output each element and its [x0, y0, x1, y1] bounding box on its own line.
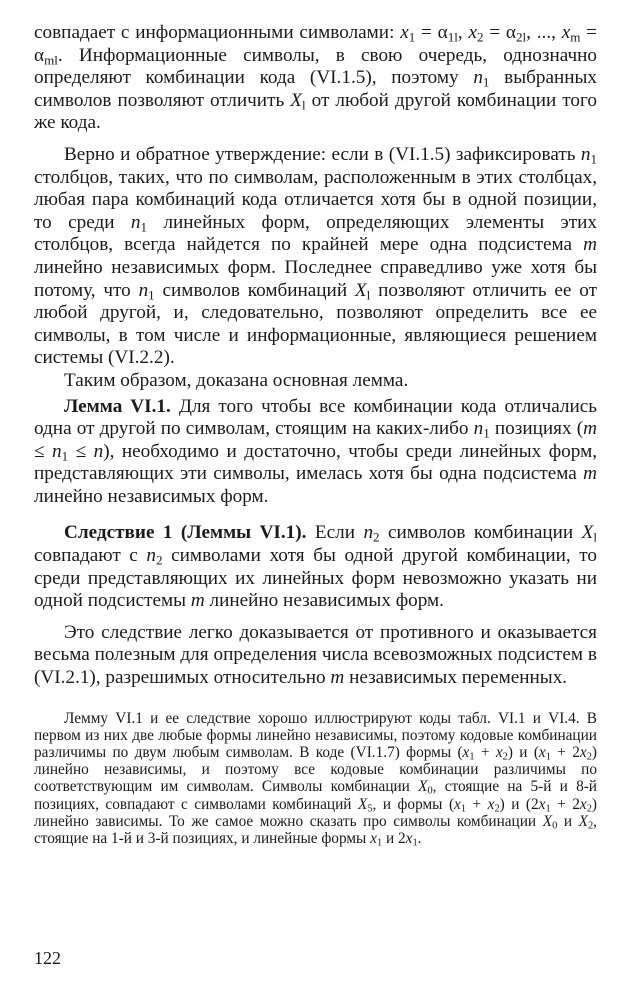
subscript: 1: [545, 751, 551, 763]
math-symbol: n: [130, 211, 141, 233]
subscript: 1: [460, 803, 467, 815]
text-run: ) и (2: [499, 795, 539, 813]
subscript: 1: [483, 425, 490, 441]
subscript: 1: [482, 74, 490, 90]
corollary-statement: [34, 522, 597, 612]
text-run: и: [557, 812, 579, 830]
math-symbol: m: [190, 590, 205, 612]
subscript: 1: [408, 29, 416, 45]
text-run: ) линейно независимы, и поэтому все кодовые комбинации различимы по соответствующим им символам. Символы комбинации: [34, 744, 597, 796]
math-symbol: x: [405, 830, 413, 848]
lemma-statement: [34, 396, 597, 509]
subscript: 1: [590, 151, 597, 167]
subscript: l: [366, 286, 371, 302]
paragraph-conclusion: [34, 370, 597, 393]
paragraph-continuation: [34, 22, 597, 135]
text-run: линейно независимых форм.: [204, 590, 444, 612]
math-symbol: x: [495, 744, 503, 762]
text-run: = α: [415, 22, 448, 43]
math-symbol: X: [354, 279, 367, 301]
math-symbol: n: [580, 143, 591, 165]
bold-heading: Лемма VI.1.: [64, 395, 171, 417]
text-run: Это следствие легко доказывается от противного и оказывается весьма полезным для определения числа всевозможных подсистем в (VI.2.1), разрешимых относительно: [34, 621, 597, 689]
subscript: l: [593, 529, 597, 545]
subscript: 1: [545, 803, 551, 815]
text-run: , стоящие на 1-й и 3-й позициях, и линейные формы: [34, 812, 597, 848]
text-run: ≤: [68, 440, 94, 462]
text-run: Для того чтобы все комбинации кода отличались одна от другой по символам, стоящим на каких-либо: [34, 395, 598, 440]
subscript: 1: [148, 286, 155, 302]
subscript: 2: [502, 751, 508, 763]
math-symbol: x: [538, 744, 546, 762]
text-run: ≤: [34, 440, 53, 462]
text-run: ,: [457, 22, 469, 43]
text-run: от любой другой комбинации того же кода.: [34, 89, 597, 134]
subscript: 2: [373, 529, 380, 545]
text-run: независимых переменных.: [344, 667, 568, 689]
page-number: 122: [34, 948, 61, 968]
math-symbol: n: [52, 440, 62, 462]
paragraph-converse: [34, 144, 597, 370]
math-symbol: x: [400, 22, 409, 43]
text-run: +: [466, 795, 488, 813]
text-run: столбцов, таких, что по символам, расположенным в этих столбцах, любая пара комбинаций кода отличается хотя бы в одной позиции, то среди: [34, 166, 597, 233]
text-run: + 2: [550, 795, 580, 813]
subscript: 2: [156, 552, 163, 568]
math-symbol: n: [93, 440, 104, 462]
math-symbol: n: [146, 545, 157, 567]
text-run: совпадает с информационными символами:: [34, 22, 401, 43]
text-run: символами хотя бы одной другой комбинации, то среди представляющих их линейных форм невозможно указать ни одной подсистемы: [34, 545, 597, 612]
text-run: ) и (: [507, 744, 539, 762]
subscript: 2: [477, 29, 484, 45]
text-run: символов комбинаций: [154, 279, 355, 301]
text-run: позволяют отличить ее от любой другой, и, следовательно, позволяют определить все ее символы, в том числе и информационные, являющиеся решением системы (VI.2.2).: [34, 279, 597, 369]
math-symbol: m: [583, 463, 597, 485]
text-run: . Информационные символы, в свою очередь, однозначно определяют комбинации кода (VI.1.5), поэтому: [34, 44, 597, 89]
math-symbol: m: [330, 667, 345, 689]
subscript: l: [301, 97, 306, 113]
math-symbol: x: [538, 795, 546, 813]
math-symbol: X: [290, 89, 302, 111]
subscript: 2l: [515, 29, 527, 45]
bold-heading: Следствие 1 (Леммы VI.1).: [64, 522, 307, 544]
subscript: 2: [586, 803, 592, 815]
text-run: символов комбинации: [379, 522, 582, 544]
math-symbol: n: [138, 279, 149, 301]
math-symbol: X: [578, 812, 588, 830]
text-run: Если: [306, 522, 364, 544]
math-symbol: x: [462, 744, 470, 762]
subscript: 1l: [447, 29, 458, 45]
text-run: , стоящие на 5-й и 8-й позициях, совпадают с символами комбинаций: [34, 778, 597, 813]
subscript: m: [570, 29, 581, 45]
text-run: Верно и обратное утверждение: если в (VI.1.5) зафиксировать: [64, 143, 581, 165]
math-symbol: X: [418, 778, 428, 796]
subscript: 0: [552, 820, 558, 832]
math-symbol: x: [561, 22, 571, 43]
text-run: , и формы (: [372, 795, 455, 813]
subscript: 1: [412, 837, 418, 849]
text-run: и 2: [382, 830, 406, 848]
math-symbol: m: [583, 418, 597, 440]
math-symbol: X: [357, 795, 368, 813]
math-symbol: n: [473, 67, 483, 89]
footnote-block: [34, 710, 597, 848]
text-run: Таким образом, доказана основная лемма.: [64, 369, 409, 391]
text-run: ), необходимо и достаточно, чтобы среди линейных форм, представляющих эти символы, имелась хотя бы одна подсистема: [34, 440, 598, 485]
text-run: ) линейно зависимы. То же самое можно сказать про символы комбинации: [34, 795, 598, 830]
text-run: линейно независимых форм. Последнее справедливо уже хотя бы потому, что: [34, 256, 597, 301]
math-symbol: x: [487, 795, 495, 813]
text-run: .: [417, 830, 422, 848]
subscript: 2: [587, 820, 594, 832]
subscript: ml: [44, 51, 58, 67]
text-run: позициях (: [489, 418, 584, 440]
subscript: 2: [494, 803, 500, 815]
text-run: , ...,: [526, 22, 562, 43]
text-run: = α: [483, 22, 516, 43]
subscript: 5: [367, 803, 373, 815]
math-symbol: x: [579, 795, 587, 813]
text-run: + 2: [550, 744, 580, 762]
footnote-text: [34, 710, 597, 848]
math-symbol: n: [473, 418, 484, 440]
text-run: = α: [34, 22, 598, 66]
math-symbol: X: [542, 812, 553, 830]
math-symbol: x: [468, 22, 477, 43]
math-symbol: n: [363, 522, 374, 544]
subscript: 2: [586, 751, 592, 763]
math-symbol: x: [579, 744, 587, 762]
math-symbol: X: [581, 522, 594, 544]
text-run: выбранных символов позволяют отличить: [34, 67, 597, 111]
text-run: Лемму VI.1 и ее следствие хорошо иллюстрируют коды табл. VI.1 и VI.4. В первом из них две любые формы линейно независимы, поэтому кодовые комбинации различимы по двум любым символам. В коде (VI.1.7) формы (: [34, 709, 597, 762]
paragraph-corollary-remark: [34, 622, 597, 690]
main-text: [34, 22, 597, 690]
math-symbol: m: [583, 234, 597, 256]
text-run: совпадают с: [34, 545, 147, 567]
math-symbol: x: [370, 830, 377, 848]
subscript: 1: [140, 219, 148, 234]
subscript: 1: [469, 751, 475, 763]
text-run: линейных форм, определяющих элементы этих столбцов, всегда найдется по крайней мере одна подсистема: [34, 211, 597, 256]
text-run: +: [474, 744, 496, 762]
math-symbol: x: [454, 795, 461, 813]
subscript: 1: [376, 837, 383, 849]
subscript: 0: [427, 786, 433, 798]
text-run: линейно независимых форм.: [34, 485, 269, 507]
subscript: 1: [61, 447, 69, 463]
